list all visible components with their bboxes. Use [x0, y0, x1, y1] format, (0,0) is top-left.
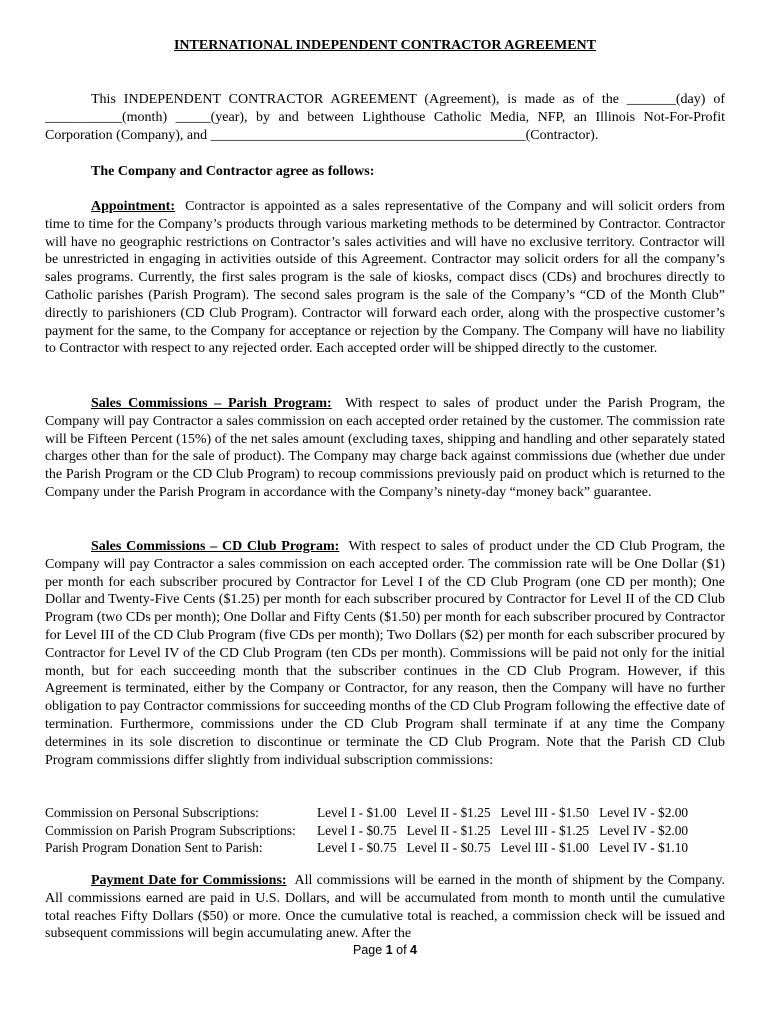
- payment-date-heading: Payment Date for Commissions:: [91, 873, 287, 888]
- table-cell: Level I - $1.00: [317, 805, 397, 820]
- document-title: [0, 38, 770, 54]
- page-number-separator: of: [392, 943, 411, 957]
- table-row: [45, 839, 688, 857]
- page-number-prefix: Page: [353, 943, 386, 957]
- table-cell: Level II - $1.25: [406, 805, 491, 820]
- table-cell: Level III - $1.25: [500, 822, 590, 838]
- page-number-current: 1: [385, 943, 393, 957]
- appointment-paragraph: [45, 198, 725, 358]
- agree-heading: The Company and Contractor agree as follows:: [91, 164, 375, 179]
- parish-commission-body: With respect to sales of product under the Parish Program, the Company will pay Contractor a sales commission on each accepted order retained by the customer. The commission rate will be Fifteen Percent (15%) of the net sales amount (excluding taxes, shipping and handling and other separately stated charges other than for the sale of product). The Company may charge back against commissions due (whether due under the Parish Program or the CD Club Program) to recoup commissions previously paid on product which is returned to the Company under the Parish Program in accordance with the Company’s ninety-day “money back” guarantee.: [45, 396, 726, 500]
- table-cell: Level I - $0.75: [317, 822, 397, 838]
- table-row: [45, 822, 688, 840]
- payment-date-paragraph: [45, 872, 725, 943]
- table-cell: Level IV - $2.00: [599, 822, 689, 838]
- table-cell: Level IV - $1.10: [599, 840, 689, 855]
- table-row: [45, 804, 688, 822]
- cd-club-commission-heading: Sales Commissions – CD Club Program:: [91, 539, 340, 554]
- table-cell: Level III - $1.50: [500, 805, 590, 820]
- cd-club-commission-paragraph: [45, 538, 725, 769]
- intro-paragraph: This INDEPENDENT CONTRACTOR AGREEMENT (Agreement), is made as of the _______(day) of ___________(month) _____(year), by and between Lighthouse Catholic Media, NFP, an Illinois Not-For-Profit Corporation (Company), and _____________________________________________(Contractor).: [45, 92, 725, 143]
- table-cell: Level IV - $2.00: [599, 805, 689, 820]
- table-cell-label: Commission on Parish Program Subscriptions:: [45, 822, 296, 838]
- payment-date-body: All commissions will be earned in the month of shipment by the Company. All commissions earned are paid in U.S. Dollars, and will be accumulated from month to month until the cumulative total reaches Fifty Dollars ($50) or more. Once the cumulative total is reached, a commission check will be issued and subsequent commissions will begin accumulating anew. After the: [45, 873, 725, 942]
- table-cell: Level II - $1.25: [406, 822, 491, 838]
- table-cell: Level I - $0.75: [317, 840, 397, 855]
- commission-table: [45, 804, 688, 857]
- appointment-heading: Appointment:: [91, 199, 176, 214]
- table-cell: Level II - $0.75: [406, 840, 491, 855]
- page-footer: [0, 943, 770, 957]
- table-cell: Level III - $1.00: [500, 840, 590, 855]
- cd-club-commission-body: With respect to sales of product under the CD Club Program, the Company will pay Contractor a sales commission on each accepted order. The commission rate will be One Dollar ($1) per month for each subscriber procured by Contractor for Level I of the CD Club Program (one CD per month); One Dollar and Twenty-Five Cents ($1.25) per month for each subscriber procured by Contractor for Level II of the CD Club Program (two CDs per month); One Dollar and Fifty Cents ($1.50) per month for each subscriber procured by Contractor for Level III of the CD Club Program (five CDs per month); Two Dollars ($2) per month for each subscriber procured by Contractor for Level IV of the CD Club Program (ten CDs per month). Commissions will be paid not only for the initial month, but for each succeeding month that the subscriber continues in the CD Club Program. However, if this Agreement is terminated, either by the Company or Contractor, for any reason, then the Company will have no further obligation to pay Contractor commissions for succeeding months of the CD Club Program following the effective date of termination. Furthermore, commissions under the CD Club Program shall terminate if at any time the Company determines in its sole discretion to discontinue or terminate the CD Club Program. Note that the Parish CD Club Program commissions differ slightly from individual subscription commissions:: [45, 539, 726, 768]
- table-cell-label: Parish Program Donation Sent to Parish:: [45, 840, 263, 855]
- appointment-body: Contractor is appointed as a sales representative of the Company and will solicit orders from time to time for the Company’s products through various marketing methods to be determined by Contractor. Contractor will have no geographic restrictions on Contractor’s sales activities and will have no exclusive territory. Contractor will be unrestricted in engaging in activities outside of this Agreement. Contractor may solicit orders for all the company’s sales programs. Currently, the first sales program is the sale of kiosks, compact discs (CDs) and brochures directly to Catholic parishes (Parish Program). The second sales program is the sale of the Company’s “CD of the Month Club” directly to parishioners (CD Club Program). Contractor will forward each order, along with the prospective customer’s payment for the same, to the Company for acceptance or rejection by the Company. The Company will have no liability to Contractor with respect to any rejected order. Each accepted order will be shipped directly to the customer.: [45, 199, 725, 357]
- table-cell-label: Commission on Personal Subscriptions:: [45, 805, 259, 820]
- parish-commission-heading: Sales Commissions – Parish Program:: [91, 396, 332, 411]
- document-title-text: INTERNATIONAL INDEPENDENT CONTRACTOR AGREEMENT: [173, 38, 597, 53]
- page-number-total: 4: [410, 943, 417, 957]
- parish-commission-paragraph: [45, 395, 725, 502]
